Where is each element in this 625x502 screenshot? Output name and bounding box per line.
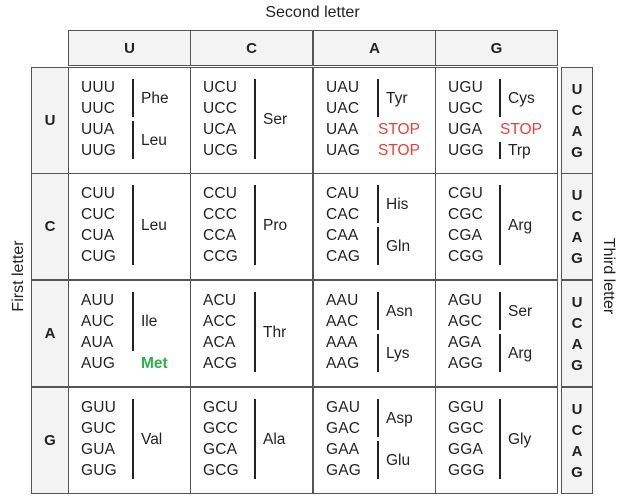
codon-uug: UUG [81, 142, 117, 159]
amino-acid-val: Val [141, 430, 163, 448]
amino-acid-cys: Cys [508, 89, 535, 107]
third-letter-a: A [571, 228, 583, 246]
third-letter-column-c [561, 173, 593, 280]
codon-gaa: GAA [326, 441, 360, 458]
codon-guc: GUC [81, 420, 117, 437]
codon-ugu: UGU [448, 79, 484, 96]
third-letter-column-a [561, 280, 593, 387]
amino-acid-his: His [386, 195, 409, 213]
third-letter-c: C [571, 207, 583, 225]
amino-acid-lys: Lys [386, 344, 410, 362]
third-letter-c: C [571, 101, 583, 119]
codon-gau: GAU [326, 399, 361, 416]
amino-acid-thr: Thr [263, 323, 287, 341]
codon-auu: AUU [81, 292, 115, 309]
third-letter-g: G [571, 249, 583, 267]
codon-ucu: UCU [203, 79, 238, 96]
third-letter-g: G [571, 356, 583, 374]
codon-cag: CAG [326, 248, 361, 265]
codon-ggg: GGG [448, 462, 485, 479]
codon-cgu: CGU [448, 185, 484, 202]
bracket-bar [499, 292, 501, 330]
row-header-u: U [31, 67, 69, 174]
bracket-bar [499, 399, 501, 479]
codon-ccu: CCU [203, 185, 238, 202]
codon-uac: UAC [326, 100, 360, 117]
third-letter-a: A [571, 442, 583, 460]
third-letter-a: A [571, 122, 583, 140]
bracket-bar [254, 399, 256, 479]
codon-ggc: GGC [448, 420, 484, 437]
codon-uaa: UAA [326, 121, 359, 138]
codon-agc: AGC [448, 313, 483, 330]
amino-acid-glu: Glu [386, 451, 411, 469]
codon-aca: ACA [203, 334, 236, 351]
amino-acid-ser: Ser [508, 302, 533, 320]
amino-acid-phe: Phe [141, 89, 169, 107]
codon-cuu: CUU [81, 185, 116, 202]
amino-acid-stop: STOP [378, 142, 420, 159]
amino-acid-gln: Gln [386, 237, 411, 255]
third-letter-c: C [571, 421, 583, 439]
codon-gga: GGA [448, 441, 484, 458]
codon-uuc: UUC [81, 100, 116, 117]
second-letter-label: Second letter [265, 4, 360, 21]
codon-ucg: UCG [203, 142, 239, 159]
amino-acid-leu: Leu [141, 131, 167, 149]
bracket-bar [254, 79, 256, 159]
bracket-bar [499, 334, 501, 372]
codon-gac: GAC [326, 420, 361, 437]
codon-gag: GAG [326, 462, 362, 479]
codon-agu: AGU [448, 292, 483, 309]
bracket-bar [132, 79, 134, 117]
codon-cga: CGA [448, 227, 483, 244]
third-letter-g: G [571, 143, 583, 161]
amino-acid-arg: Arg [508, 216, 533, 234]
codon-agg: AGG [448, 355, 484, 372]
codon-cac: CAC [326, 206, 360, 223]
third-letter-column-u [561, 67, 593, 174]
codon-aag: AAG [326, 355, 360, 372]
codon-uag: UAG [326, 142, 361, 159]
bracket-bar [254, 185, 256, 265]
bracket-bar [377, 441, 379, 479]
row-header-c: C [31, 173, 69, 280]
amino-acid-ala: Ala [263, 430, 286, 448]
codon-cgg: CGG [448, 248, 484, 265]
bracket-bar [254, 292, 256, 372]
row-header-a: A [31, 280, 69, 387]
bracket-bar [132, 121, 134, 159]
first-letter-label: First letter [10, 240, 27, 312]
row-header-g: G [31, 387, 69, 494]
amino-acid-ile: Ile [141, 313, 158, 330]
third-letter-u: U [571, 80, 583, 98]
codon-uca: UCA [203, 121, 237, 138]
codon-aaa: AAA [326, 334, 358, 351]
codon-cug: CUG [81, 248, 117, 265]
codon-cca: CCA [203, 227, 237, 244]
amino-acid-arg: Arg [508, 344, 533, 362]
codon-uua: UUA [81, 121, 115, 138]
codon-gcu: GCU [203, 399, 239, 416]
bracket-bar [377, 292, 379, 330]
column-header-a: A [313, 30, 436, 66]
column-header-u: U [68, 30, 191, 66]
codon-caa: CAA [326, 227, 359, 244]
codon-uga: UGA [448, 121, 483, 138]
bracket-bar [377, 185, 379, 223]
third-letter-u: U [571, 186, 583, 204]
codon-cgc: CGC [448, 206, 484, 223]
codon-gug: GUG [81, 462, 117, 479]
amino-acid-trp: Trp [508, 142, 531, 159]
bracket-bar [377, 399, 379, 437]
amino-acid-stop: STOP [378, 121, 420, 138]
third-letter-u: U [571, 400, 583, 418]
amino-acid-asn: Asn [386, 302, 413, 320]
codon-ucc: UCC [203, 100, 238, 117]
codon-ugc: UGC [448, 100, 484, 117]
codon-aga: AGA [448, 334, 482, 351]
codon-ccg: CCG [203, 248, 239, 265]
third-letter-a: A [571, 335, 583, 353]
amino-acid-pro: Pro [263, 216, 288, 234]
amino-acid-tyr: Tyr [386, 89, 408, 107]
codon-uuu: UUU [81, 79, 116, 96]
codon-acc: ACC [203, 313, 237, 330]
amino-acid-leu: Leu [141, 216, 167, 234]
bracket-bar [132, 399, 134, 479]
amino-acid-gly: Gly [508, 430, 532, 448]
bracket-bar [377, 334, 379, 372]
third-letter-g: G [571, 463, 583, 481]
amino-acid-asp: Asp [386, 409, 413, 427]
codon-uau: UAU [326, 79, 360, 96]
codon-acu: ACU [203, 292, 237, 309]
bracket-bar [499, 79, 501, 117]
third-letter-c: C [571, 314, 583, 332]
third-letter-label: Third letter [600, 237, 617, 315]
codon-ggu: GGU [448, 399, 484, 416]
codon-gca: GCA [203, 441, 238, 458]
third-letter-u: U [571, 293, 583, 311]
codon-gcg: GCG [203, 462, 239, 479]
third-letter-column-g [561, 387, 593, 494]
column-header-g: G [435, 30, 558, 66]
codon-ccc: CCC [203, 206, 238, 223]
bracket-bar [499, 142, 501, 159]
codon-aau: AAU [326, 292, 359, 309]
amino-acid-stop: STOP [500, 121, 542, 138]
codon-auc: AUC [81, 313, 115, 330]
codon-aua: AUA [81, 334, 114, 351]
codon-aac: AAC [326, 313, 359, 330]
column-header-c: C [190, 30, 313, 66]
amino-acid-ser: Ser [263, 110, 288, 128]
codon-ugg: UGG [448, 142, 484, 159]
codon-cau: CAU [326, 185, 360, 202]
bracket-bar [132, 185, 134, 265]
codon-gcc: GCC [203, 420, 239, 437]
bracket-bar [499, 185, 501, 265]
codon-guu: GUU [81, 399, 117, 416]
bracket-bar [377, 79, 379, 117]
bracket-bar [132, 292, 134, 351]
bracket-bar [377, 227, 379, 265]
codon-aug: AUG [81, 355, 116, 372]
codon-cua: CUA [81, 227, 115, 244]
codon-cuc: CUC [81, 206, 116, 223]
codon-gua: GUA [81, 441, 116, 458]
codon-acg: ACG [203, 355, 238, 372]
amino-acid-met: Met [141, 355, 168, 372]
